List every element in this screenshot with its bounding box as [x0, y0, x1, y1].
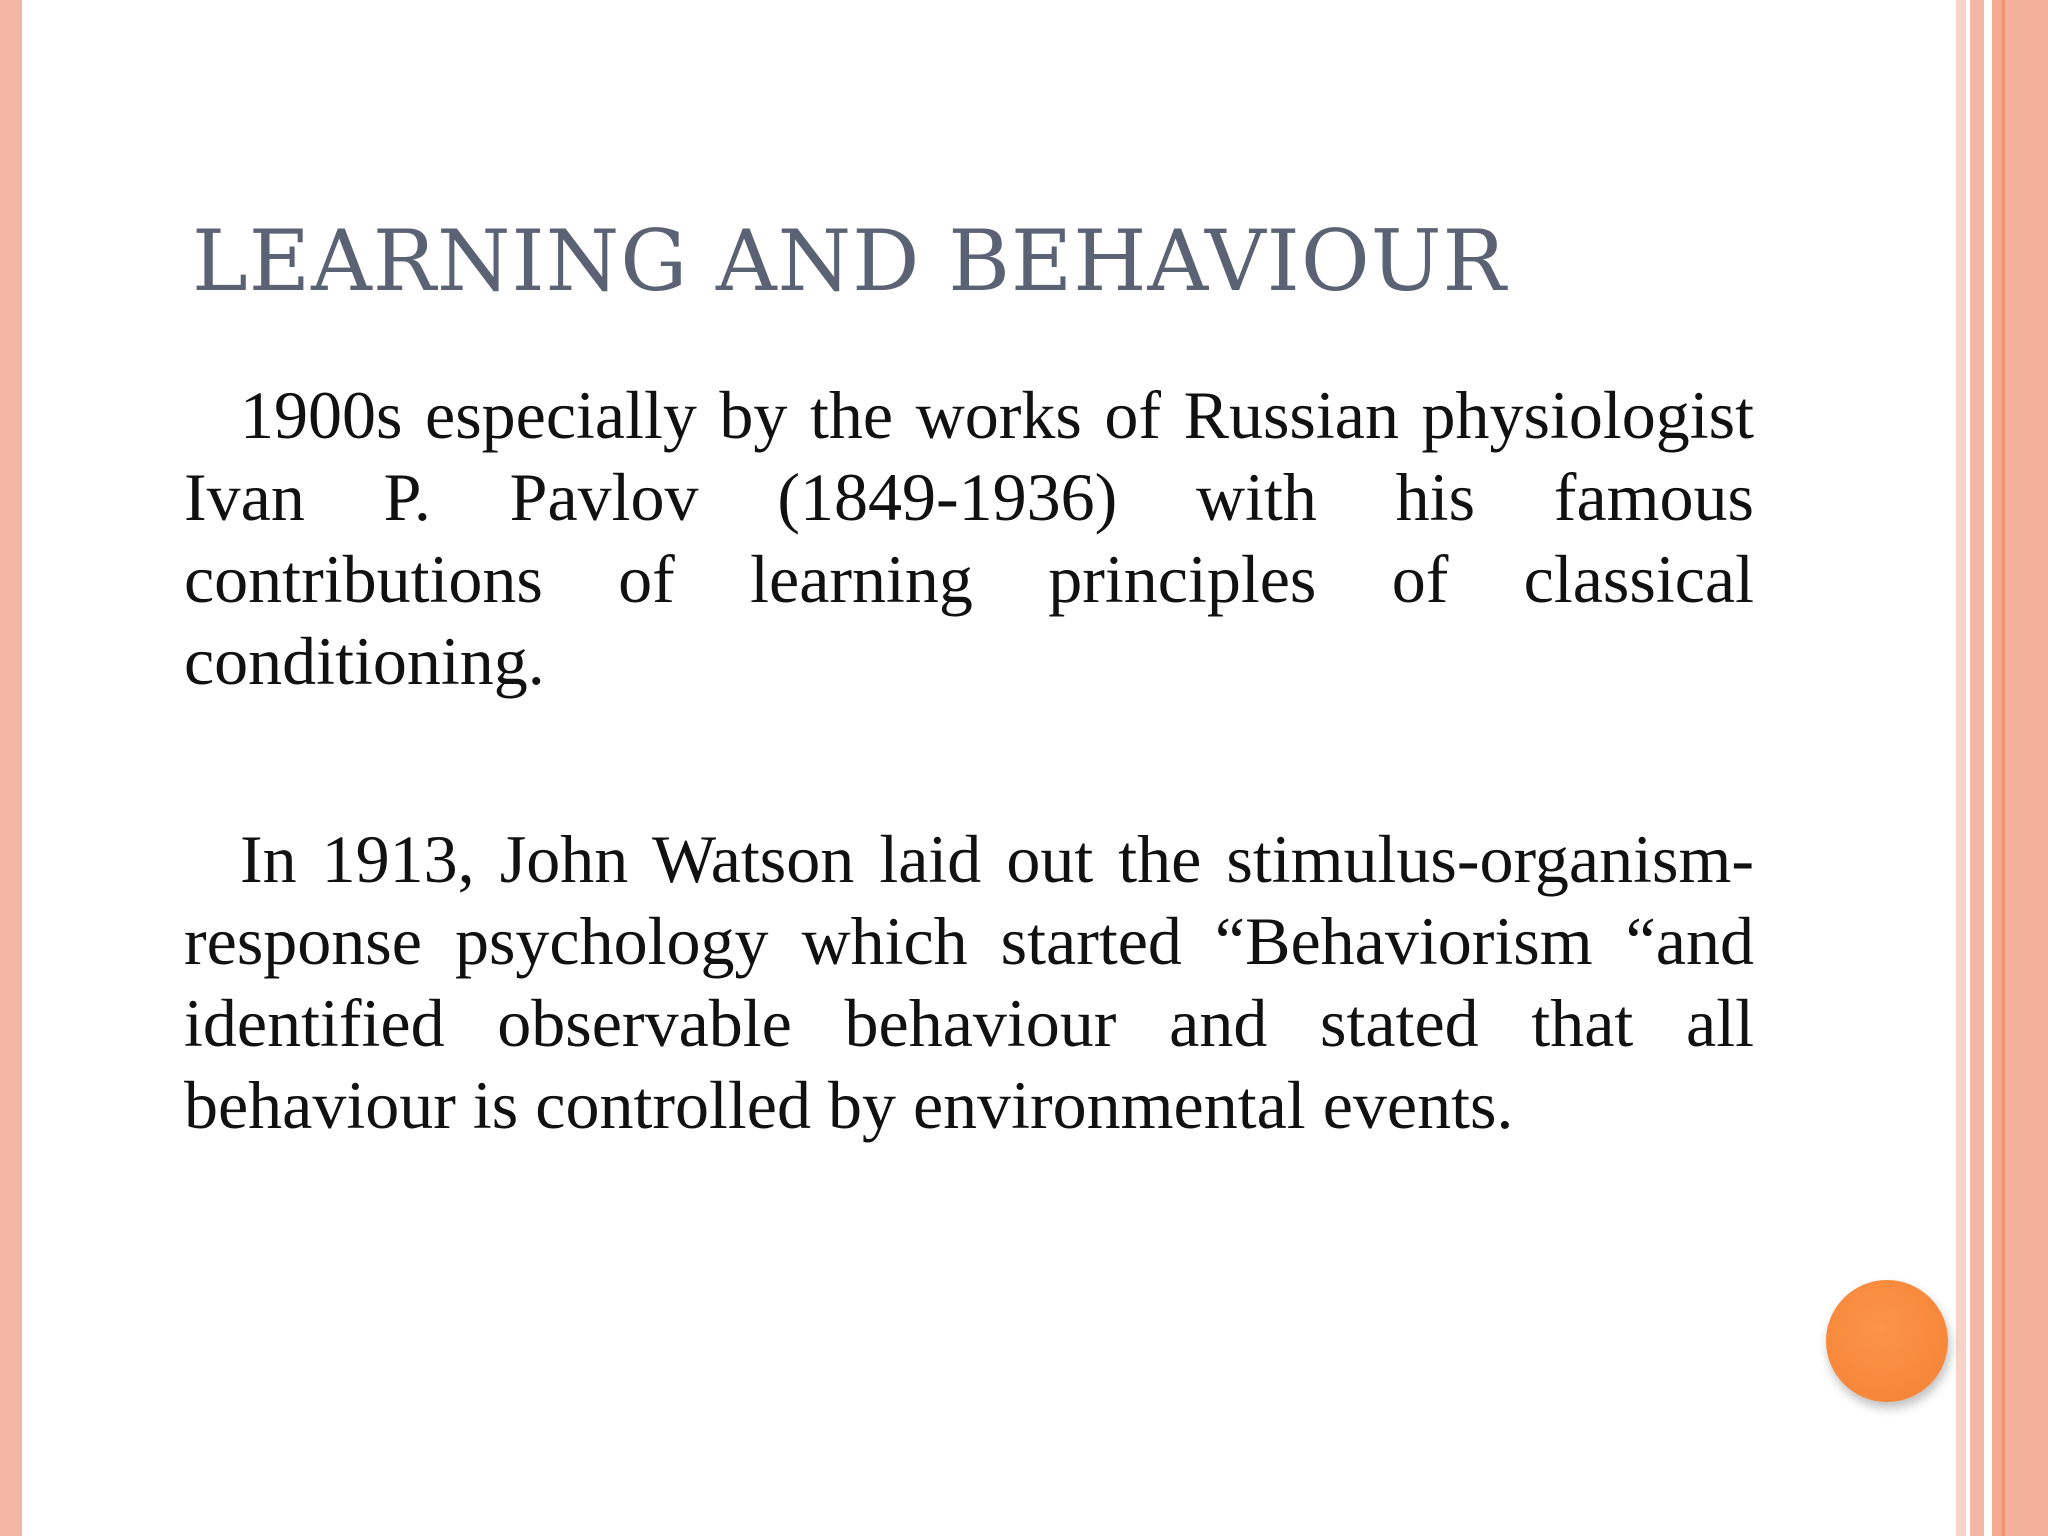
right-border-stripe: [1992, 0, 2002, 1536]
paragraph-text: 1900s especially by the works of Russian physiologist Ivan P. Pavlov (1849-1936) with his famous contributions of learning principles of classical conditioning.: [184, 377, 1754, 699]
body-paragraph-2: [184, 818, 1754, 1146]
right-border-stripe: [1970, 0, 1984, 1536]
right-border-stripe: [1956, 0, 1966, 1536]
right-border-stripe: [1984, 0, 1992, 1536]
body-paragraph-1: [184, 374, 1754, 702]
right-border-stripe: [2005, 0, 2048, 1536]
decorative-orange-circle: [1826, 1280, 1948, 1402]
slide-title: LEARNING AND BEHAVIOUR: [192, 212, 1507, 310]
paragraph-text: In 1913, John Watson laid out the stimulus-organism-response psychology which started “Behaviorism “and identified observable behaviour and stated that all behaviour is controlled by environmental events.: [184, 821, 1754, 1143]
left-border-stripe: [0, 0, 22, 1536]
